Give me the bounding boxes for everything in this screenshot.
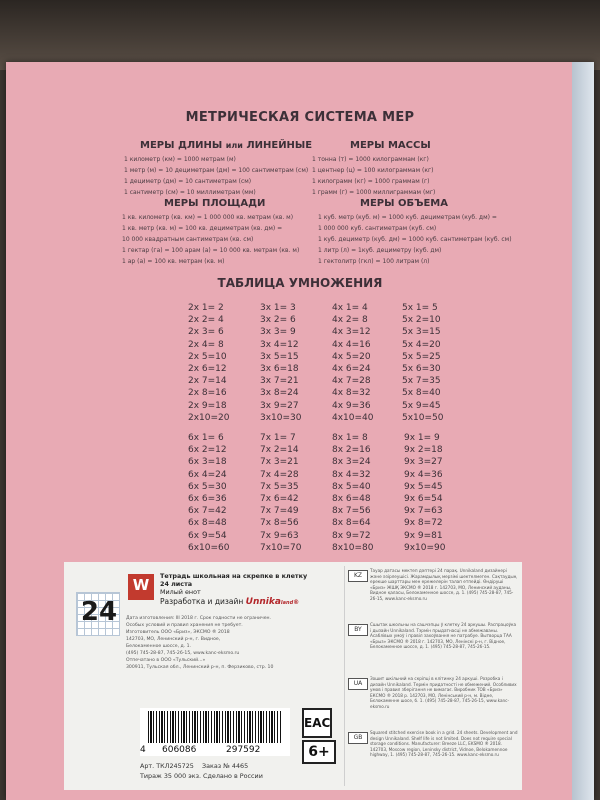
mult-row: 7x 4=28 [260,469,299,480]
brand-name [246,597,300,607]
mult-row: 8x 3=24 [332,457,371,468]
mult-row: 3x10=30 [260,412,302,423]
mult-row: 6x 1= 6 [188,433,224,443]
mult-row: 2x10=20 [188,412,230,423]
barcode-right: 297592 [226,745,261,755]
mult-row: 3x 4=12 [260,339,299,350]
order-number: Заказ № 4465 [202,762,249,770]
product-sheets: 24 листа [160,580,193,588]
volume-line: 1 000 000 куб. сантиметрам (куб. см) [318,225,437,232]
mult-row: 3x 7=21 [260,376,299,387]
mult-row: 6x 8=48 [188,518,227,529]
mult-row: 5x 6=30 [402,363,441,374]
article-line [140,762,248,770]
mult-row: 2x 4= 8 [188,339,224,350]
mult-row: 8x 2=16 [332,445,371,456]
brand-suffix: land [280,600,294,606]
logo-letter: W [132,576,150,594]
mult-row: 3x 2= 6 [260,315,296,326]
length-line: 1 километр (км) = 1000 метрам (м) [124,156,236,163]
print-run: Тираж 35 000 экз. Сделано в России [140,772,263,780]
mult-row: 7x 8=56 [260,518,299,529]
mult-row: 9x10=90 [404,542,446,553]
mult-row: 7x 6=42 [260,493,299,504]
area-line: 1 гектар (га) = 100 арам (а) = 10 000 кв. метрам (кв. м) [122,247,300,254]
mult-column-2 [188,302,230,424]
mult-row: 7x 2=14 [260,445,299,456]
design-credit [160,597,299,607]
squared-grid-icon [76,592,120,636]
mult-row: 9x 9=81 [404,530,443,541]
info-line: Изготовитель ООО «Бриз», ЭКСМО ® 2018 [126,630,230,635]
mult-column-5 [402,302,444,424]
length-line: 1 дециметр (дм) = 10 сантиметрам (см) [124,178,252,185]
eac-mark: EAC [302,708,332,738]
mult-row: 3x 3= 9 [260,327,296,338]
mult-row: 3x 9=27 [260,400,299,411]
mult-row: 6x 9=54 [188,530,227,541]
info-line: Белокаменное шоссе, д. 1. [126,644,192,649]
mult-row: 9x 6=54 [404,493,443,504]
mult-row: 4x 9=36 [332,400,371,411]
mult-row: 7x 5=35 [260,481,299,492]
mult-row: 2x 6=12 [188,363,227,374]
mult-row: 8x 7=56 [332,506,371,517]
mult-row: 8x 4=32 [332,469,371,480]
product-info-panel [64,562,522,790]
mult-row: 4x 2= 8 [332,315,368,326]
metric-title: МЕТРИЧЕСКАЯ СИСТЕМА МЕР [185,110,415,125]
volume-line: 1 куб. дециметр (куб. дм) = 1000 куб. сантиметрам (куб. см) [318,236,512,243]
design-label: Разработка и дизайн [160,597,244,606]
mult-row: 4x 4=16 [332,339,371,350]
mult-row: 7x10=70 [260,542,302,553]
mult-row: 9x 4=36 [404,469,443,480]
sheet-count: 24 [80,597,118,627]
notebook-back-cover [6,62,594,800]
mult-row: 4x 1= 4 [332,303,368,313]
mult-row: 9x 5=45 [404,481,443,492]
mult-column-6 [188,432,230,554]
mult-row: 4x 3=12 [332,327,371,338]
mult-row: 2x 2= 4 [188,315,224,326]
age-rating: 6+ [302,740,336,764]
area-line: 1 кв. метр (кв. м) = 100 кв. дециметрам (кв. дм) = [122,225,283,232]
mult-row: 2x 8=16 [188,388,227,399]
mult-row: 4x 8=32 [332,388,371,399]
lang-text-by: Сшытак школьны на сашчэпцы ў клетку 24 аркушы. Распрацоўка і дызайн Unnikaland. Тэрмін прыдатнасці не абмежаваны. Асаблівых умоў і правіл захоўвання не патрабуе. Вытворца ТАА «Брыз» ЭКСМО ® 2018 г. 142703, МО, Ленінскі р-н, г. Відное, Белокаменное шоссе, д. 1. (495) 745-28-87, 745-26-15. [370,622,517,650]
manufacturer-logo [128,574,154,600]
mult-row: 2x 1= 2 [188,303,224,313]
mult-row: 9x 2=18 [404,445,443,456]
mult-row: 5x 4=20 [402,339,441,350]
info-line: (495) 745-28-87, 745-26-15, www.kanc-eksmo.ru [126,651,240,656]
product-series: Милый енот [160,588,201,596]
lang-code-ua: UA [348,678,368,690]
mult-row: 7x 9=63 [260,530,299,541]
mult-row: 8x 1= 8 [332,433,368,443]
mass-line: 1 центнер (ц) = 100 килограммам (кг) [312,167,434,174]
mult-row: 5x 8=40 [402,388,441,399]
volume-line: 1 гектолитр (гкл) = 100 литрам (л) [318,258,430,265]
mult-row: 4x 5=20 [332,351,371,362]
mult-row: 5x10=50 [402,412,444,423]
lang-text-kz: Тауар датасы мектеп дәптері 24 парақ. Unnikaland дизайнері және әзірлеушісі. Жарамдылық мерзімі шектелмеген. Сақтаудың ерекше шарттары мен ережелерін талап етпейді. Өндіруші «Бриз» ЖШҚ ЭКСМО ® 2018 г. 142703, МО, Ленинский ауданы, Видное қаласы, Белокаменное шоссе, д. 1. (495) 745-28-87, 745-26-15, www.kanc-eksmo.ru [370,568,517,601]
length-heading-a: МЕРЫ ДЛИНЫ [140,140,223,151]
area-line: 10 000 квадратным сантиметрам (кв. см) [122,236,254,243]
mult-column-3 [260,302,302,424]
barcode-left: 606086 [162,745,197,755]
mult-row: 4x 7=28 [332,376,371,387]
mult-row: 5x 1= 5 [402,303,438,313]
volume-line: 1 литр (л) = 1куб. дециметру (куб. дм) [318,247,442,254]
mult-row: 2x 3= 6 [188,327,224,338]
mult-row: 8x 6=48 [332,493,371,504]
lang-code-kz: KZ [348,570,368,582]
mult-row: 6x 5=30 [188,481,227,492]
info-line: Дата изготовления: III 2018 г. Срок годности не ограничен. [126,616,272,621]
lang-text-gb: Squared stitched exercise book in a grid. 24 sheets. Development and design Unnikaland. Shelf life is not limited. Does not require special storage conditions. Manufacturer: Breeze LLC, EKSMO ® 2018. 142703, Moscow region, Leninsky district, Vidnoe, Belokamennoe highway, 1. (495) 745-28-87, 745-26-15. www.kanc-eksmo.ru [370,730,518,758]
mult-row: 3x 6=18 [260,363,299,374]
area-line: 1 ар (а) = 100 кв. метрам (кв. м) [122,258,225,265]
length-heading [140,140,312,151]
mass-line: 1 тонна (т) = 1000 килограммам (кг) [312,156,429,163]
mult-row: 3x 5=15 [260,351,299,362]
mult-row: 3x 1= 3 [260,303,296,313]
mult-column-7 [260,432,302,554]
panel-divider [344,566,345,786]
multiplication-title: ТАБЛИЦА УМНОЖЕНИЯ [217,276,383,290]
mult-row: 6x 6=36 [188,493,227,504]
mult-row: 5x 7=35 [402,376,441,387]
lang-text-ua: Зошит шкільний на скріпці в клітинку 24 аркуші. Розробка і дизайн Unnikaland. Термін придатності не обмежений. Особливих умов і правил зберігання не вимагає. Виробник ТОВ «Бриз» ЕКСМО ® 2018 р. 142703, МО, Ленінський р-н, м. Відне, Бєлокаменне шосе, б. 1. (495) 745-28-87, 745-26-15, www.kanc-eksmo.ru [370,676,517,709]
background-surface [0,0,600,70]
mult-row: 5x 3=15 [402,327,441,338]
mult-row: 8x 8=64 [332,518,371,529]
length-heading-or: или [225,141,243,150]
mult-row: 7x 1= 7 [260,433,296,443]
brand-main: Unnika [245,597,281,607]
mult-row: 3x 8=24 [260,388,299,399]
lang-code-gb: GB [348,732,368,744]
mult-column-9 [404,432,446,554]
mult-row: 2x 5=10 [188,351,227,362]
area-heading: МЕРЫ ПЛОЩАДИ [164,198,266,209]
mult-row: 2x 7=14 [188,376,227,387]
mult-row: 5x 9=45 [402,400,441,411]
mult-row: 7x 3=21 [260,457,299,468]
article-number: Арт. ТКЛ245725 [140,762,194,770]
mult-row: 5x 2=10 [402,315,441,326]
length-heading-b: ЛИНЕЙНЫЕ [246,140,313,151]
barcode-lead: 4 [140,745,146,755]
mult-column-4 [332,302,374,424]
info-line: 300911, Тульская обл., Ленинский р-н, п. Ферзиково, стр. 10 [126,665,274,670]
barcode-bars [148,711,282,743]
length-line: 1 метр (м) = 10 дециметрам (дм) = 100 сантиметрам (см) [124,167,309,174]
volume-line: 1 куб. метр (куб. м) = 1000 куб. дециметрам (куб. дм) = [318,214,497,221]
volume-heading: МЕРЫ ОБЪЕМА [360,198,448,209]
barcode [140,708,290,756]
cover-spine [572,62,594,800]
mass-heading: МЕРЫ МАССЫ [350,140,431,151]
mult-column-8 [332,432,374,554]
info-line: Особых условий и правил хранения не требует. [126,623,243,628]
mass-line: 1 грамм (г) = 1000 миллиграммам (мг) [312,189,436,196]
info-line: 142703, МО, Ленинский р-н, г. Видное, [126,637,221,642]
mult-row: 6x 7=42 [188,506,227,517]
mult-row: 6x 2=12 [188,445,227,456]
registered-mark: ® [293,599,300,606]
mass-line: 1 килограмм (кг) = 1000 граммам (г) [312,178,430,185]
mult-row: 9x 8=72 [404,518,443,529]
mult-row: 6x 4=24 [188,469,227,480]
product-name: Тетрадь школьная на скрепке в клетку [160,572,308,580]
length-line: 1 сантиметр (см) = 10 миллиметрам (мм) [124,189,256,196]
mult-row: 2x 9=18 [188,400,227,411]
mult-row: 9x 7=63 [404,506,443,517]
mult-row: 9x 3=27 [404,457,443,468]
area-line: 1 кв. километр (кв. км) = 1 000 000 кв. метрам (кв. м) [122,214,294,221]
mult-row: 6x 3=18 [188,457,227,468]
lang-code-by: BY [348,624,368,636]
mult-row: 4x 6=24 [332,363,371,374]
mult-row: 6x10=60 [188,542,230,553]
mult-row: 8x 5=40 [332,481,371,492]
mult-row: 4x10=40 [332,412,374,423]
mult-row: 8x 9=72 [332,530,371,541]
info-line: Отпечатано в ООО «Тульский...» [126,658,206,663]
mult-row: 8x10=80 [332,542,374,553]
mult-row: 7x 7=49 [260,506,299,517]
mult-row: 5x 5=25 [402,351,441,362]
mult-row: 9x 1= 9 [404,433,440,443]
